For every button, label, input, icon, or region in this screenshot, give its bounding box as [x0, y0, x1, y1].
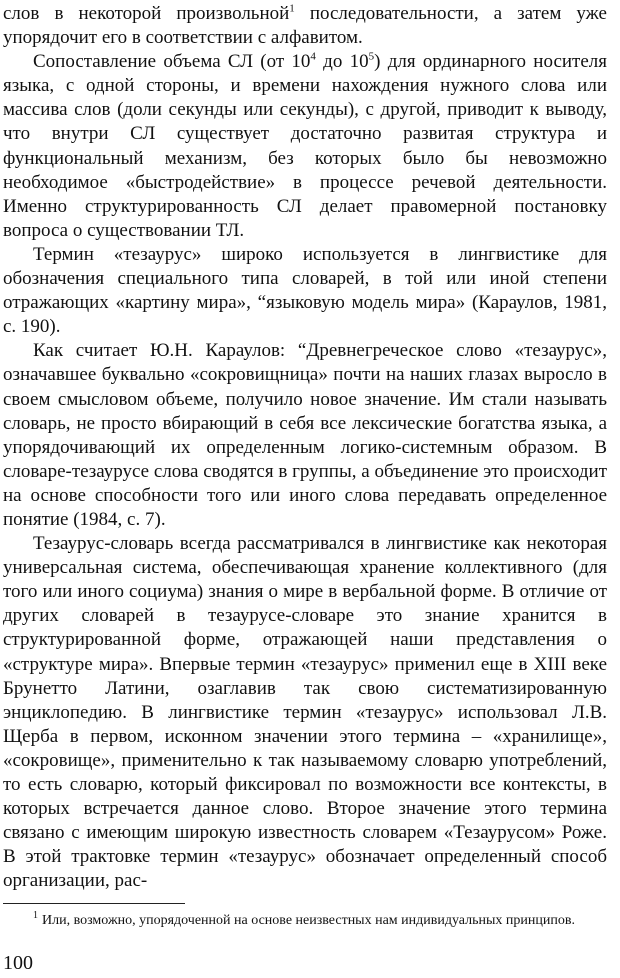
paragraph-4: Как считает Ю.Н. Караулов: “Древнегреческое слово «тезаурус», означавшее буквально «сокровищница» почти на наших глазах выросло в своем смысловом объеме, получило новое значение. Им стали называть словарь, не просто вбирающий в себя все лексические богатства языка, а упорядочивающий их определенным логико-системным образом. В словаре-тезаурусе слова сводятся в группы, а объединение это происходит на основе способности того или иного слова передавать определенное понятие (1984, с. 7). [3, 340, 607, 530]
paragraph-text: слов в некоторой произвольной [3, 3, 290, 24]
paragraph-3: Термин «тезаурус» широко используется в лингвистике для обозначения специального типа словарей, в той или иной степени отражающих «картину мира», “языковую модель мира» (Караулов, 1981, с. 190). [3, 243, 607, 338]
paragraph-text: последовательности, а затем уже упорядочит его в соответствии с алфавитом. [3, 3, 607, 49]
footnote-mark: 1 [33, 910, 38, 922]
main-text [3, 0, 607, 893]
paragraph-5: Тезаурус-словарь всегда рассматривался в лингвистике как некоторая универсальная система, обеспечивающая хранение коллективного (для того или иного социума) знания о мире в вербальной форме. В отличие от других словарей в тезаурусе-словаре это знание хранится в структурированной форме, отражающей наши представления о «структуре мира». Впервые термин «тезаурус» применил еще в XIII веке Брунетто Латини, озаглавив так свою систематизированную энциклопедию. В лингвистике термин «тезаурус» использовал Л.В. Щерба в первом, исконном значении этого термина – «хранилище», «сокровище», применительно к так называемому словарю употреблений, то есть словарю, который фиксировал по возможности все контексты, в которых встречается данное слово. Второе значение этого термина связано с имеющим широкую известность словарем «Тезаурусом» Роже. В этой трактовке термин «тезаурус» обозначает определенный способ организации, рас- [3, 533, 607, 892]
exponent: 4 [310, 50, 316, 63]
paragraph-1 [3, 2, 607, 50]
paragraph-text: до 10 [315, 51, 369, 73]
paragraph-2 [3, 50, 607, 243]
exponent: 5 [368, 50, 375, 63]
paragraph-text: Сопоставление объема СЛ (от 10 [33, 51, 311, 73]
footnote-divider [3, 903, 185, 904]
footnote [3, 909, 607, 933]
footnote-text: Или, возможно, упорядоченной на основе неизвестных нам индивидуальных принципов. [42, 913, 575, 928]
page-number: 100 [3, 952, 33, 974]
paragraph-text: ) для ординарного носителя языка, с одной стороны, и времени нахождения нужного слова или массива слов (доли секунды или секунды), с другой, приводит к выводу, что внутри СЛ существует достаточно развитая структура и функциональный механизм, без которых было бы невозможно необходимое «быстродействие» в процессе речевой деятельности. Именно структурированность СЛ делает правомерной постановку вопроса о существовании ТЛ. [3, 51, 607, 241]
footnote-reference: 1 [289, 2, 295, 15]
